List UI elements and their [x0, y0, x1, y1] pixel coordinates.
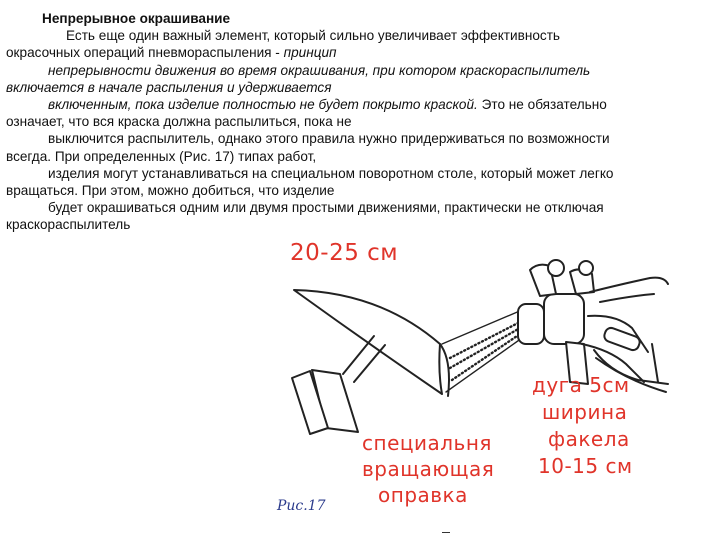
arc-label	[522, 372, 633, 480]
italic-text: включенным, пока изделие полностью не будет покрыто краской.	[48, 97, 478, 113]
text-segment: краскораспылитель	[6, 217, 131, 233]
paragraph-line	[6, 130, 712, 147]
text-segment: изделия могут устанавливаться на специальном поворотном столе, который может легко	[48, 165, 614, 181]
mandrel-label	[362, 430, 494, 508]
footer-mark	[442, 532, 450, 533]
spray-fan	[442, 310, 522, 392]
paragraph-line	[6, 27, 712, 44]
text-segment: всегда. При определенных (Рис. 17) типах работ,	[6, 148, 317, 164]
paragraph	[6, 27, 712, 233]
text-segment: Есть еще один важный элемент, который сильно увеличивает эффективность	[66, 28, 561, 44]
text-segment: окрасочных операций пневмораспыления -	[6, 45, 284, 61]
text-segment: означает, что вся краска должна распылиться, пока не	[6, 114, 352, 130]
mandrel-label-line: оправка	[378, 483, 468, 507]
mandrel-label-line: вращающая	[362, 457, 495, 481]
text-segment: будет окрашиваться одним или двумя простыми движениями, практически не отключая	[48, 200, 604, 216]
italic-text: непрерывности движения во время окрашивания, при котором краскораспылитель	[48, 62, 591, 78]
heading: Непрерывное окрашивание	[42, 11, 231, 26]
distance-label: 20-25 см	[290, 240, 399, 266]
paragraph-line	[6, 96, 712, 113]
paragraph-line	[6, 44, 712, 61]
mandrel-label-line: специальня	[362, 431, 492, 455]
paragraph-line	[6, 199, 712, 216]
paragraph-line	[6, 182, 712, 199]
arc-label-line: ширина	[542, 400, 628, 424]
arc-label-line: факела	[548, 427, 630, 451]
italic-text: принцип	[283, 45, 337, 61]
spray-gun-body	[518, 260, 658, 384]
rotating-mandrel	[292, 336, 385, 434]
italic-text: включается в начале распыления и удерживается	[6, 79, 332, 95]
arc-label-line: дуга 5см	[532, 373, 630, 397]
paragraph-line	[6, 113, 712, 130]
text-segment: Это не обязательно	[477, 97, 607, 113]
paragraph-line	[6, 165, 712, 182]
text-segment: вращаться. При этом, можно добиться, что изделие	[6, 183, 335, 199]
text-segment: выключится распылитель, однако этого правила нужно придерживаться по возможности	[48, 131, 610, 147]
figure-illustration	[270, 232, 670, 532]
paragraph-line	[6, 62, 712, 79]
text-block	[6, 10, 712, 234]
paragraph-line	[6, 79, 712, 96]
arc-label-line: 10-15 см	[538, 454, 633, 478]
figure-caption: Рис.17	[277, 498, 326, 514]
paragraph-line	[6, 148, 712, 165]
